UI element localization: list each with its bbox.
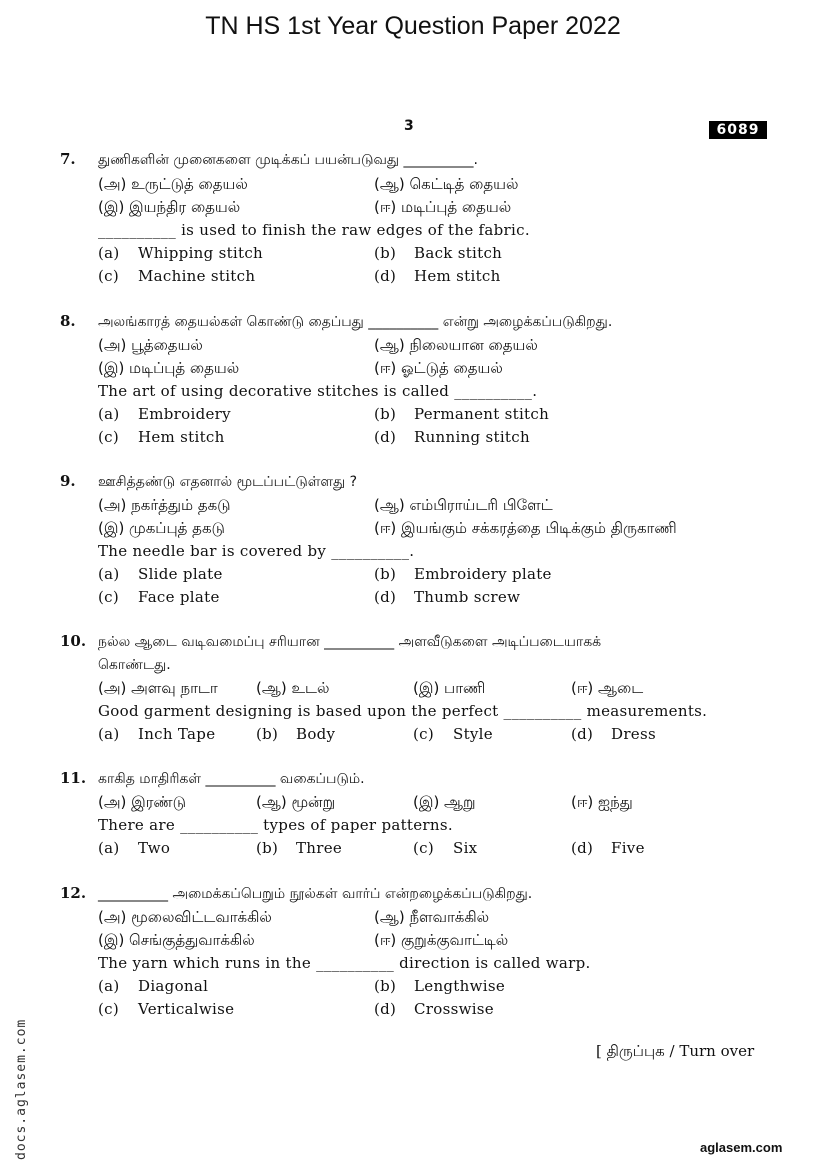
question-number: 12. [60, 884, 87, 902]
english-option-b: (b) Embroidery plate [374, 565, 552, 583]
side-watermark: docs.aglasem.com [14, 1018, 29, 1160]
footer-watermark: aglasem.com [700, 1140, 783, 1155]
english-option-d: (d) Dress [571, 725, 656, 743]
paper-code-badge: 6089 [709, 121, 767, 139]
tamil-option: (ஆ) நீளவாக்கில் [374, 908, 490, 926]
tamil-option: (இ) ஆறு [413, 793, 476, 811]
tamil-option: (இ) இயந்திர தையல் [98, 198, 241, 216]
english-option-c: (c) Six [413, 839, 478, 857]
english-option-d: (d) Running stitch [374, 428, 530, 446]
english-option-d: (d) Hem stitch [374, 267, 501, 285]
english-option-b: (b) Permanent stitch [374, 405, 550, 423]
english-question: __________ is used to finish the raw edges of the fabric. [98, 221, 530, 239]
english-option-b: (b) Back stitch [374, 244, 503, 262]
english-question: The art of using decorative stitches is called __________. [98, 382, 538, 400]
english-option-c: (c) Machine stitch [98, 267, 256, 285]
question-number: 10. [60, 632, 87, 650]
tamil-option: (ஈ) ஆடை [571, 679, 644, 697]
tamil-question: துணிகளின் முனைகளை முடிக்கப் பயன்படுவது __________. [98, 152, 478, 168]
english-option-a: (a) Diagonal [98, 977, 209, 995]
tamil-option: (ஈ) ஐந்து [571, 793, 633, 811]
english-option-a: (a) Slide plate [98, 565, 223, 583]
english-question: The needle bar is covered by __________. [98, 542, 415, 560]
english-option-c: (c) Face plate [98, 588, 220, 606]
english-option-d: (d) Crosswise [374, 1000, 494, 1018]
tamil-option: (இ) பாணி [413, 679, 486, 697]
tamil-option: (அ) அளவு நாடா [98, 679, 218, 697]
tamil-option: (ஈ) குறுக்குவாட்டில் [374, 931, 509, 949]
tamil-option: (இ) செங்குத்துவாக்கில் [98, 931, 255, 949]
tamil-option: (ஆ) எம்பிராய்டரி பிளேட் [374, 496, 553, 514]
tamil-option: (அ) நகர்த்தும் தகடு [98, 496, 231, 514]
tamil-option: (ஈ) ஓட்டுத் தையல் [374, 359, 503, 377]
english-option-b: (b) Body [256, 725, 336, 743]
english-option-a: (a) Embroidery [98, 405, 231, 423]
tamil-option: (ஆ) கெட்டித் தையல் [374, 175, 519, 193]
tamil-option: (அ) பூத்தையல் [98, 336, 203, 354]
tamil-option: (ஈ) மடிப்புத் தையல் [374, 198, 512, 216]
tamil-option: (அ) உருட்டுத் தையல் [98, 175, 248, 193]
tamil-question: __________ அமைக்கப்பெறும் நூல்கள் வார்ப் என்றழைக்கப்படுகிறது. [98, 886, 533, 902]
tamil-option: (ஈ) இயங்கும் சக்கரத்தை பிடிக்கும் திருகாணி [374, 519, 677, 537]
english-option-a: (a) Whipping stitch [98, 244, 264, 262]
tamil-option: (இ) மடிப்புத் தையல் [98, 359, 240, 377]
tamil-option: (ஆ) உடல் [256, 679, 330, 697]
question-number: 8. [60, 312, 76, 330]
turn-over-note: [ திருப்புக / Turn over [596, 1042, 755, 1060]
question-number: 11. [60, 769, 87, 787]
english-question: The yarn which runs in the __________ direction is called warp. [98, 954, 591, 972]
english-option-c: (c) Style [413, 725, 493, 743]
tamil-option: (அ) இரண்டு [98, 793, 186, 811]
english-option-b: (b) Three [256, 839, 343, 857]
question-number: 7. [60, 150, 76, 168]
english-option-c: (c) Verticalwise [98, 1000, 235, 1018]
tamil-option: (ஆ) மூன்று [256, 793, 336, 811]
english-option-c: (c) Hem stitch [98, 428, 225, 446]
english-option-b: (b) Lengthwise [374, 977, 506, 995]
tamil-question: நல்ல ஆடை வடிவமைப்பு சரியான __________ அளவீடுகளை அடிப்படையாகக் [98, 634, 602, 650]
tamil-question: அலங்காரத் தையல்கள் கொண்டு தைப்பது __________ என்று அழைக்கப்படுகிறது. [98, 314, 613, 330]
page-header-title: TN HS 1st Year Question Paper 2022 [205, 12, 621, 40]
tamil-question: ஊசித்தண்டு எதனால் மூடப்பட்டுள்ளது ? [98, 474, 357, 490]
question-number: 9. [60, 472, 76, 490]
english-option-a: (a) Two [98, 839, 171, 857]
english-option-d: (d) Five [571, 839, 645, 857]
tamil-question: காகித மாதிரிகள் __________ வகைப்படும். [98, 771, 365, 787]
english-question: Good garment designing is based upon the perfect __________ measurements. [98, 702, 708, 720]
page-number: 3 [404, 118, 414, 134]
english-option-d: (d) Thumb screw [374, 588, 521, 606]
english-option-a: (a) Inch Tape [98, 725, 216, 743]
tamil-option: (இ) முகப்புத் தகடு [98, 519, 225, 537]
english-question: There are __________ types of paper patterns. [98, 816, 453, 834]
tamil-question-continued: கொண்டது. [98, 657, 171, 673]
tamil-option: (ஆ) நிலையான தையல் [374, 336, 538, 354]
tamil-option: (அ) மூலைவிட்டவாக்கில் [98, 908, 272, 926]
